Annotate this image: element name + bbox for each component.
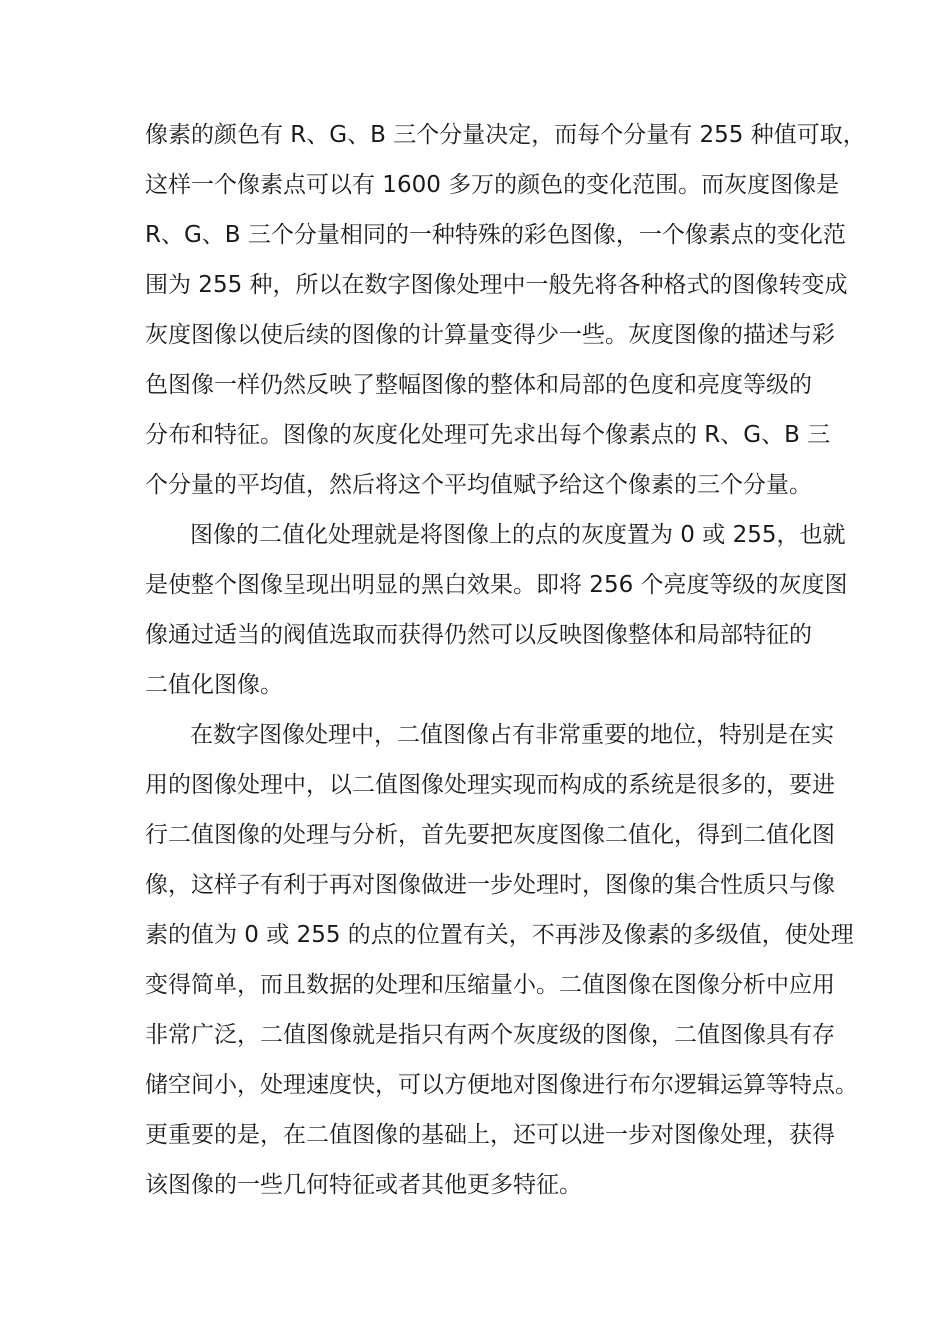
text-line: 像，这样子有利于再对图像做进一步处理时，图像的集合性质只与像 xyxy=(145,872,835,898)
paragraph-binarization xyxy=(145,510,848,710)
text-line: 像通过适当的阀值选取而获得仍然可以反映图像整体和局部特征的 xyxy=(145,622,812,648)
text-line: 用的图像处理中，以二值图像处理实现而构成的系统是很多的，要进 xyxy=(145,772,835,798)
text-line: R、G、B 三个分量相同的一种特殊的彩色图像，一个像素点的变化范 xyxy=(145,222,846,248)
text-line: 素的值为 0 或 255 的点的位置有关，不再涉及像素的多级值，使处理 xyxy=(145,922,854,948)
text-line: 个分量的平均值，然后将这个平均值赋予给这个像素的三个分量。 xyxy=(145,472,812,498)
text-line: 二值化图像。 xyxy=(145,672,283,698)
text-line: 是使整个图像呈现出明显的黑白效果。即将 256 个亮度等级的灰度图 xyxy=(145,572,848,598)
text-line: 围为 255 种，所以在数字图像处理中一般先将各种格式的图像转变成 xyxy=(145,272,848,298)
body-text xyxy=(145,110,866,1210)
text-line: 在数字图像处理中，二值图像占有非常重要的地位，特别是在实 xyxy=(190,722,834,748)
text-line: 非常广泛，二值图像就是指只有两个灰度级的图像，二值图像具有存 xyxy=(145,1022,835,1048)
text-line: 储空间小，处理速度快，可以方便地对图像进行布尔逻辑运算等特点。 xyxy=(145,1072,858,1098)
paragraph-grayscale xyxy=(145,110,866,510)
text-line: 灰度图像以使后续的图像的计算量变得少一些。灰度图像的描述与彩 xyxy=(145,322,835,348)
text-line: 变得简单，而且数据的处理和压缩量小。二值图像在图像分析中应用 xyxy=(145,972,835,998)
text-line: 行二值图像的处理与分析，首先要把灰度图像二值化，得到二值化图 xyxy=(145,822,835,848)
text-line: 色图像一样仍然反映了整幅图像的整体和局部的色度和亮度等级的 xyxy=(145,372,812,398)
text-line: 像素的颜色有 R、G、B 三个分量决定，而每个分量有 255 种值可取， xyxy=(145,122,866,148)
text-line: 图像的二值化处理就是将图像上的点的灰度置为 0 或 255，也就 xyxy=(190,522,846,548)
text-line: 这样一个像素点可以有 1600 多万的颜色的变化范围。而灰度图像是 xyxy=(145,172,840,198)
text-line: 更重要的是，在二值图像的基础上，还可以进一步对图像处理，获得 xyxy=(145,1122,835,1148)
paragraph-binary-image xyxy=(145,710,858,1210)
text-line: 该图像的一些几何特征或者其他更多特征。 xyxy=(145,1172,582,1198)
text-line: 分布和特征。图像的灰度化处理可先求出每个像素点的 R、G、B 三 xyxy=(145,422,831,448)
